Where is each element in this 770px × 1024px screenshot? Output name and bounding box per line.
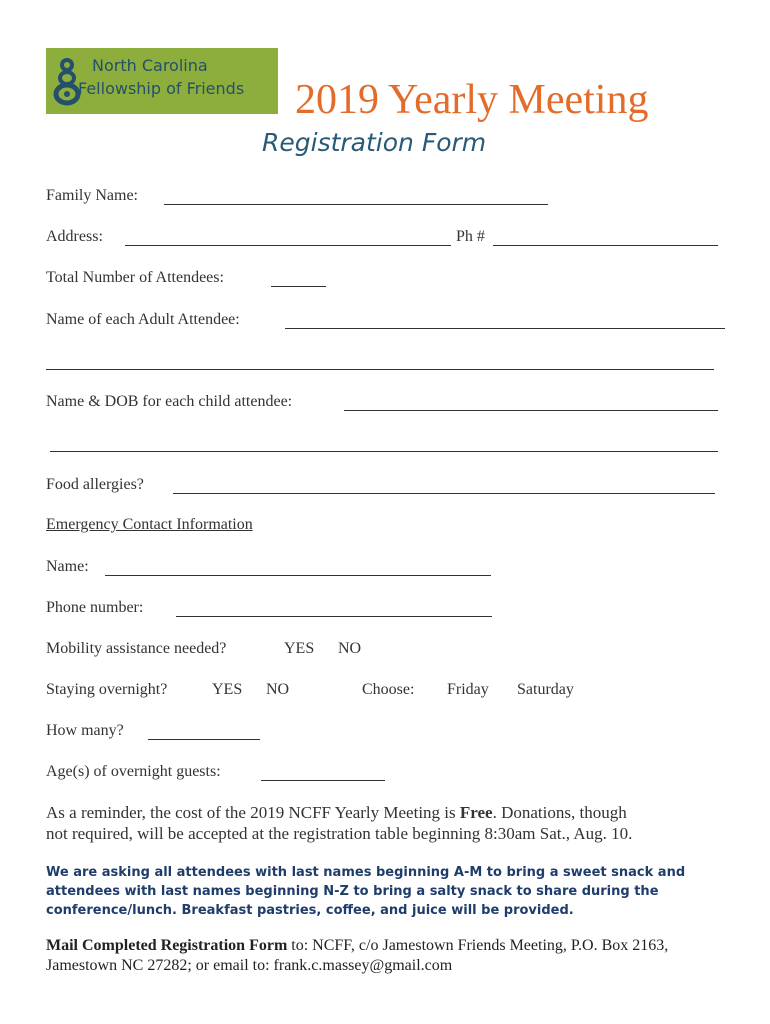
adult-attendee-field[interactable] <box>285 328 725 329</box>
mail-line-2: Jamestown NC 27282; or email to: frank.c.massey@gmail.com <box>46 957 453 974</box>
emergency-name-label: Name: <box>46 558 89 575</box>
family-name-field[interactable] <box>164 204 548 205</box>
adult-attendee-label: Name of each Adult Attendee: <box>46 311 240 328</box>
page-title: 2019 Yearly Meeting <box>295 77 649 123</box>
logo-line-2: Fellowship of Friends <box>78 79 245 98</box>
reminder-text-post: . Donations, though <box>492 803 627 822</box>
address-label: Address: <box>46 228 103 245</box>
choose-friday-option[interactable]: Friday <box>447 681 489 698</box>
mobility-yes-option[interactable]: YES <box>284 640 315 657</box>
logo-text <box>78 54 272 100</box>
mail-line-1 <box>46 935 668 957</box>
page-subtitle: Registration Form <box>262 128 487 157</box>
snack-notice-line-3: conference/lunch. Breakfast pastries, coffee, and juice will be provided. <box>46 903 574 918</box>
snack-notice-line-1: We are asking all attendees with last names beginning A-M to bring a sweet snack and <box>46 865 686 880</box>
total-attendees-label: Total Number of Attendees: <box>46 269 224 286</box>
mobility-no-option[interactable]: NO <box>338 640 362 657</box>
child-attendee-field-line-2[interactable] <box>50 451 718 452</box>
child-attendee-label: Name & DOB for each child attendee: <box>46 393 293 410</box>
choose-label: Choose: <box>362 681 415 698</box>
emergency-name-field[interactable] <box>105 575 491 576</box>
ages-field[interactable] <box>261 780 385 781</box>
emergency-phone-label: Phone number: <box>46 599 144 616</box>
reminder-line-1 <box>46 802 627 824</box>
food-allergies-field[interactable] <box>173 493 715 494</box>
reminder-text-pre: As a reminder, the cost of the 2019 NCFF Yearly Meeting is <box>46 803 460 822</box>
child-attendee-field[interactable] <box>344 410 718 411</box>
food-allergies-label: Food allergies? <box>46 476 144 493</box>
family-name-label: Family Name: <box>46 187 138 204</box>
mail-address: to: NCFF, c/o Jamestown Friends Meeting, P.O. Box 2163, <box>287 937 669 954</box>
overnight-yes-option[interactable]: YES <box>212 681 243 698</box>
ages-label: Age(s) of overnight guests: <box>46 763 221 780</box>
logo-line-1: North Carolina <box>92 56 208 75</box>
emergency-contact-heading: Emergency Contact Information <box>46 516 253 533</box>
adult-attendee-field-line-2[interactable] <box>46 369 714 370</box>
phone-field[interactable] <box>493 245 718 246</box>
how-many-field[interactable] <box>148 739 260 740</box>
address-field[interactable] <box>125 245 451 246</box>
reminder-free: Free <box>459 803 493 822</box>
reminder-line-2: not required, will be accepted at the registration table beginning 8:30am Sat., Aug. 10. <box>46 824 633 843</box>
phone-label: Ph # <box>456 228 485 245</box>
mobility-label: Mobility assistance needed? <box>46 640 227 657</box>
logo <box>46 48 278 114</box>
total-attendees-field[interactable] <box>271 286 326 287</box>
emergency-phone-field[interactable] <box>176 616 492 617</box>
overnight-no-option[interactable]: NO <box>266 681 290 698</box>
snack-notice-line-2: attendees with last names beginning N-Z to bring a salty snack to share during the <box>46 884 659 899</box>
mail-completed-form: Mail Completed Registration Form <box>46 937 288 954</box>
choose-saturday-option[interactable]: Saturday <box>517 681 574 698</box>
overnight-label: Staying overnight? <box>46 681 168 698</box>
how-many-label: How many? <box>46 722 124 739</box>
